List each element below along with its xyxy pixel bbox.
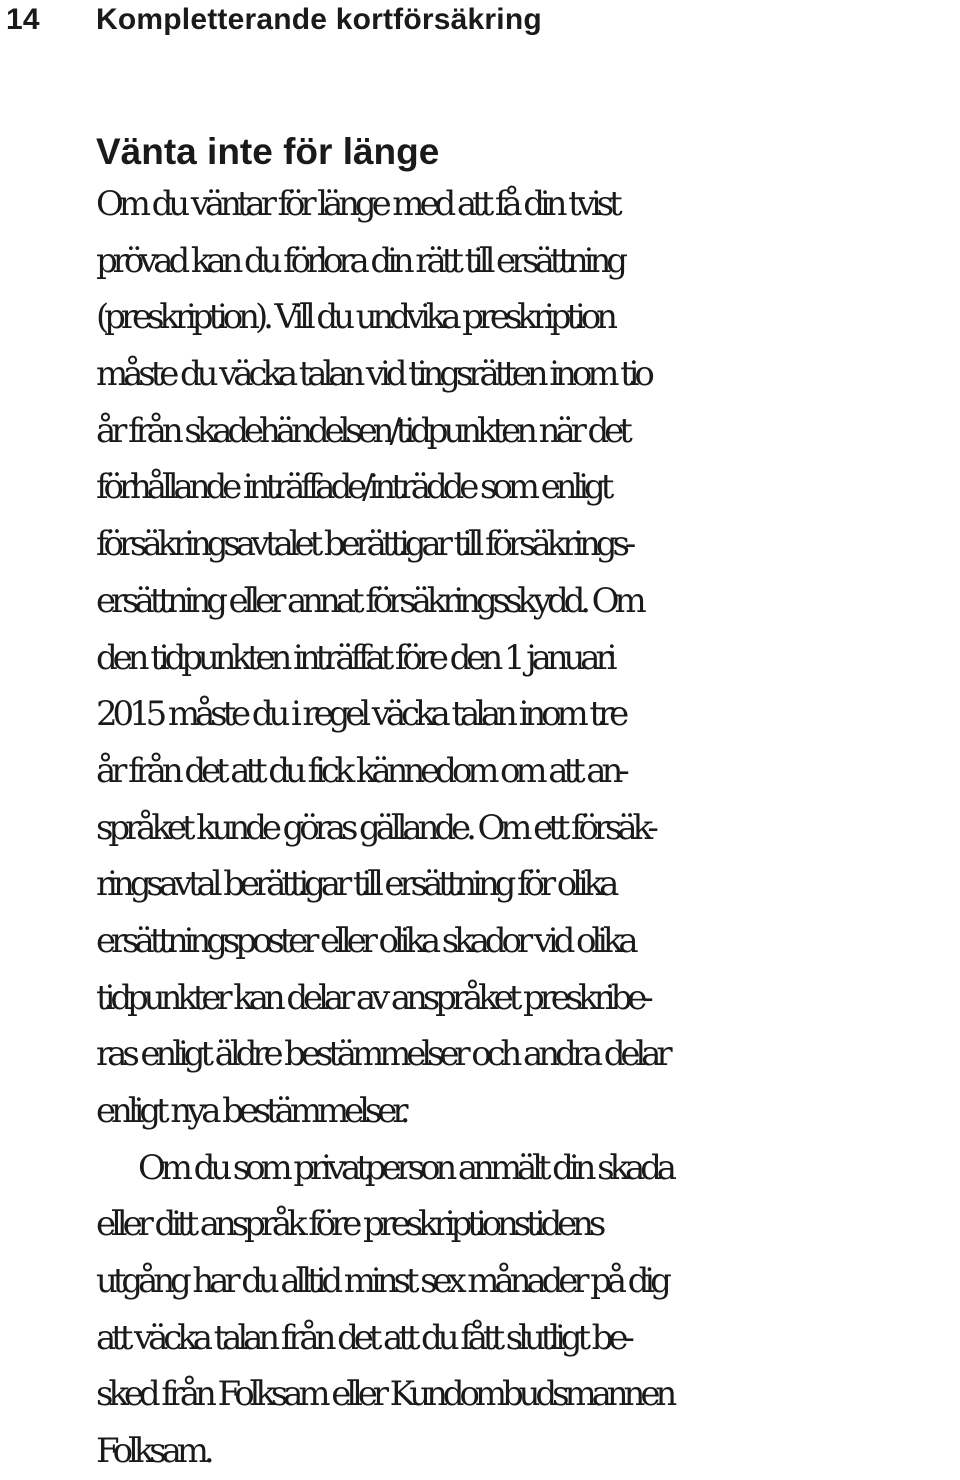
- text-line: utgång har du alltid minst sex månader på dig: [96, 1261, 667, 1302]
- page-number: 14: [6, 3, 40, 36]
- text-line: prövad kan du förlora din rätt till ersättning: [96, 240, 623, 281]
- text-line: förhållande inträffade/inträdde som enligt: [96, 467, 610, 508]
- text-line: sked från Folksam eller Kundombudsmannen: [96, 1374, 673, 1415]
- text-line: enligt nya bestämmelser.: [96, 1091, 406, 1131]
- text-line: (preskription). Vill du undvika preskription: [96, 297, 613, 338]
- text-line: år från det att du fick kännedom om att an-: [96, 750, 625, 791]
- text-line: eller ditt anspråk före preskriptionstidens: [96, 1204, 602, 1245]
- running-title: Kompletterande kortförsäkring: [96, 3, 542, 36]
- text-line: Om du väntar för länge med att få din tvist: [96, 184, 618, 224]
- text-line: ersättning eller annat försäkringsskydd. Om: [96, 580, 642, 621]
- running-head: [0, 2, 542, 38]
- text-line: måste du väcka talan vid tingsrätten inom tio: [96, 354, 650, 395]
- text-line: att väcka talan från det att du fått slutligt be-: [96, 1317, 630, 1358]
- text-line: språket kunde göras gällande. Om ett försäk-: [96, 807, 654, 848]
- text-line: den tidpunkten inträffat före den 1 januari: [96, 637, 613, 678]
- text-line: ringsavtal berättigar till ersättning för olika: [96, 864, 615, 905]
- text-line: Om du som privatperson anmält din skada: [138, 1147, 672, 1188]
- paragraph-2: [96, 1140, 956, 1480]
- section-content: [96, 128, 956, 1480]
- text-line: år från skadehändelsen/tidpunkten när det: [96, 410, 628, 451]
- text-line: 2015 måste du i regel väcka talan inom tre: [96, 694, 625, 735]
- text-line: försäkringsavtalet berättigar till försäkrings-: [96, 524, 632, 565]
- text-line: ersättningsposter eller olika skador vid olika: [96, 920, 634, 961]
- text-line: tidpunkter kan delar av anspråket preskribe-: [96, 977, 649, 1018]
- paragraph-1: [96, 176, 956, 1140]
- text-line: ras enligt äldre bestämmelser och andra delar: [96, 1034, 668, 1075]
- section-heading: Vänta inte för länge: [96, 131, 440, 172]
- text-line: Folksam.: [96, 1431, 210, 1472]
